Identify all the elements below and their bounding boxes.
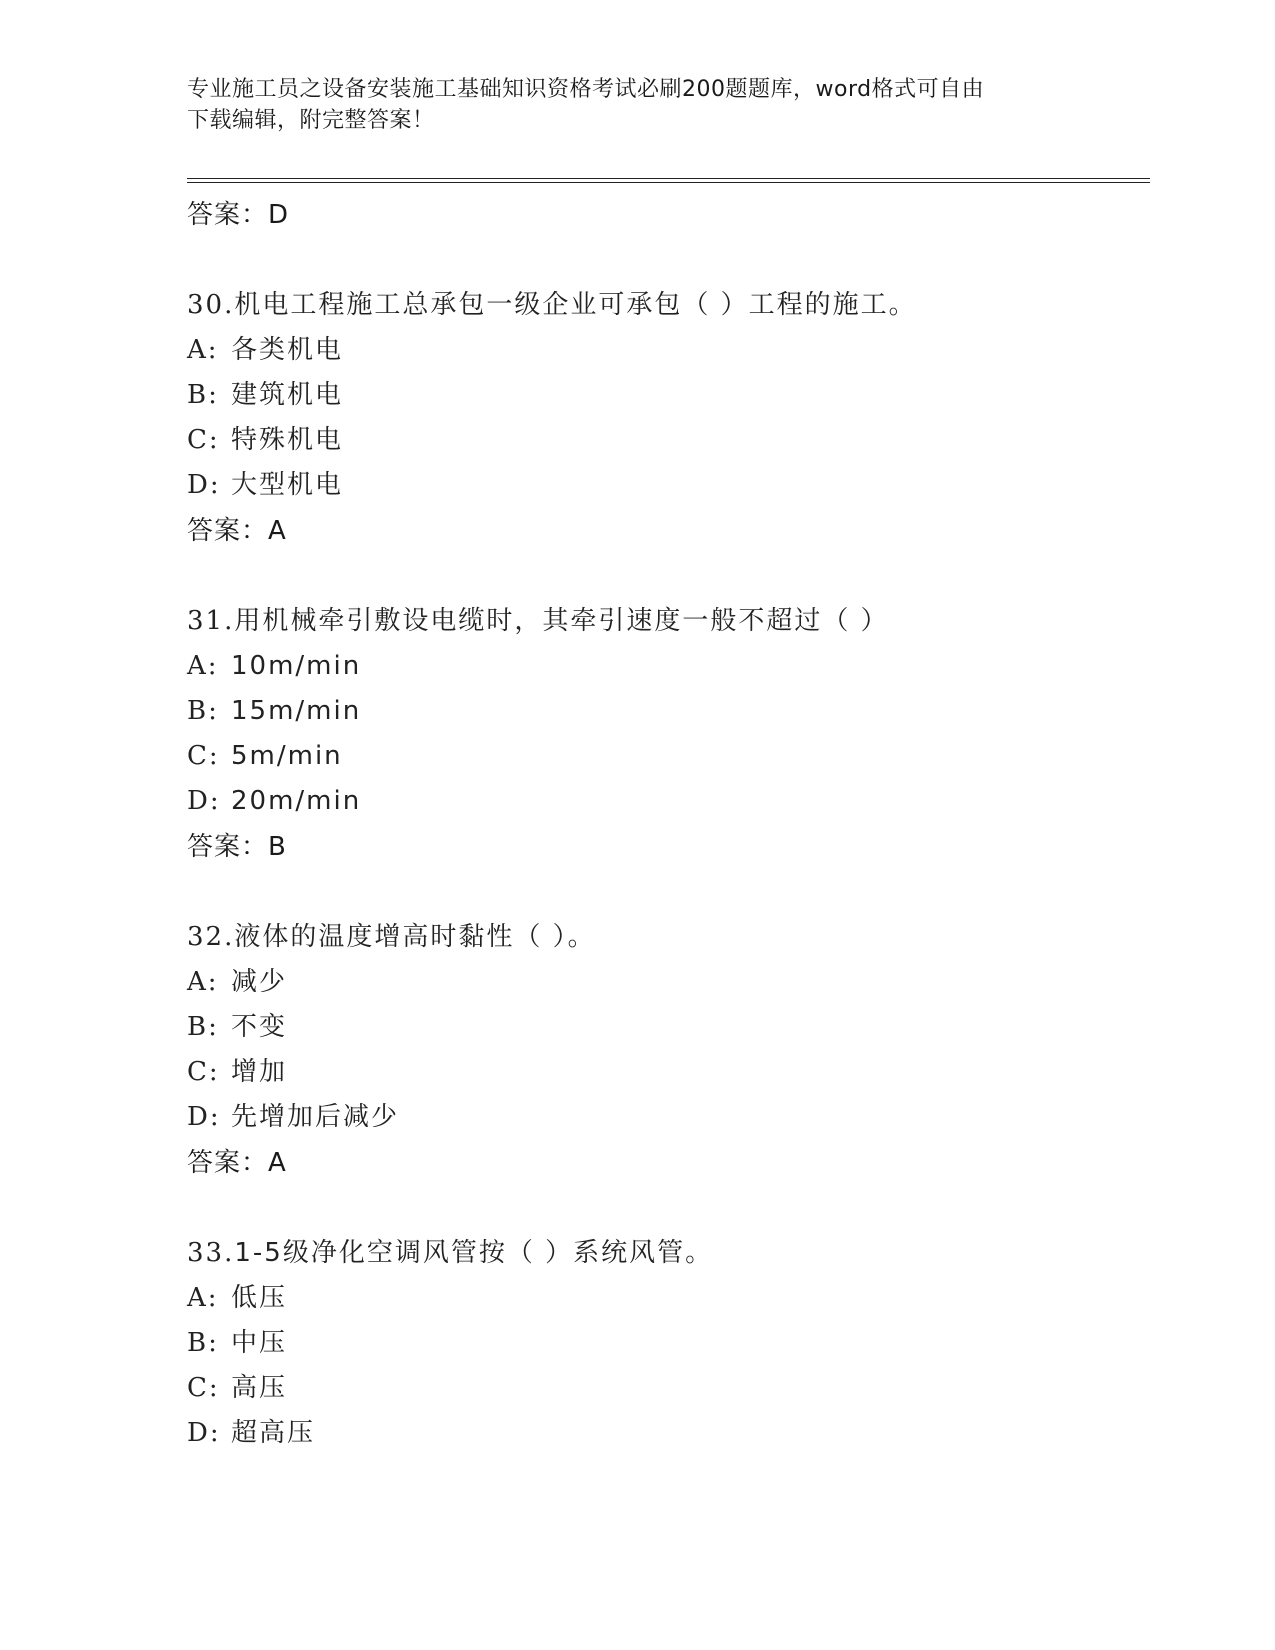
option-text: 10m/min <box>231 651 362 681</box>
option-a <box>187 644 1150 689</box>
option-text: 特殊机电 <box>231 425 344 455</box>
option-label: A: <box>187 651 219 681</box>
header-line-2: 下载编辑，附完整答案！ <box>187 108 435 133</box>
option-label: B: <box>187 380 219 410</box>
question-number: 31. <box>187 606 235 636</box>
option-text: 低压 <box>231 1283 288 1313</box>
question-stem <box>187 914 1150 960</box>
option-b <box>187 373 1150 418</box>
option-text: 建筑机电 <box>231 380 344 410</box>
option-c <box>187 1366 1150 1411</box>
option-c <box>187 734 1150 779</box>
page-header <box>187 74 1067 136</box>
option-label: C: <box>187 1373 220 1403</box>
option-text: 5m/min <box>231 741 343 771</box>
question-32 <box>187 914 1150 1186</box>
option-b <box>187 689 1150 734</box>
option-label: D: <box>187 1102 221 1132</box>
option-d <box>187 1095 1150 1140</box>
option-label: B: <box>187 1328 219 1358</box>
option-c <box>187 1050 1150 1095</box>
question-text: 机电工程施工总承包一级企业可承包（ ）工程的施工。 <box>234 290 917 320</box>
option-text: 大型机电 <box>231 470 344 500</box>
option-d <box>187 463 1150 508</box>
option-d <box>187 1411 1150 1456</box>
option-label: D: <box>187 1418 221 1448</box>
question-text: 1-5级净化空调风管按（ ）系统风管。 <box>234 1238 714 1268</box>
option-label: C: <box>187 741 220 771</box>
option-text: 增加 <box>231 1057 288 1087</box>
option-a <box>187 1276 1150 1321</box>
question-stem <box>187 282 1150 328</box>
question-30 <box>187 282 1150 554</box>
option-text: 20m/min <box>231 786 362 816</box>
option-text: 不变 <box>231 1012 288 1042</box>
option-label: A: <box>187 335 219 365</box>
question-text: 用机械牵引敷设电缆时，其牵引速度一般不超过（ ） <box>234 606 889 636</box>
option-d <box>187 779 1150 824</box>
option-label: C: <box>187 425 220 455</box>
option-label: A: <box>187 1283 219 1313</box>
answer: 答案：B <box>187 832 287 862</box>
question-text: 液体的温度增高时黏性（ ）。 <box>234 922 596 952</box>
header-divider <box>187 178 1150 183</box>
option-label: D: <box>187 786 221 816</box>
question-stem <box>187 598 1150 644</box>
option-label: B: <box>187 1012 219 1042</box>
option-text: 先增加后减少 <box>231 1102 400 1132</box>
question-33 <box>187 1230 1150 1456</box>
option-c <box>187 418 1150 463</box>
option-text: 中压 <box>231 1328 288 1358</box>
question-number: 30. <box>187 290 235 320</box>
option-label: A: <box>187 967 219 997</box>
document-body <box>187 192 1150 1456</box>
answer: 答案：A <box>187 516 287 546</box>
option-label: B: <box>187 696 219 726</box>
option-text: 各类机电 <box>231 335 344 365</box>
option-text: 减少 <box>231 967 288 997</box>
option-a <box>187 960 1150 1005</box>
option-text: 高压 <box>231 1373 288 1403</box>
answer: 答案：A <box>187 1148 287 1178</box>
option-text: 15m/min <box>231 696 362 726</box>
option-b <box>187 1321 1150 1366</box>
option-a <box>187 328 1150 373</box>
question-number: 33. <box>187 1238 235 1268</box>
option-label: C: <box>187 1057 220 1087</box>
header-line-1: 专业施工员之设备安装施工基础知识资格考试必刷200题题库，word格式可自由 <box>187 77 985 102</box>
option-text: 超高压 <box>231 1418 316 1448</box>
question-stem <box>187 1230 1150 1276</box>
answer-previous: 答案：D <box>187 200 290 230</box>
question-number: 32. <box>187 922 235 952</box>
option-label: D: <box>187 470 221 500</box>
option-b <box>187 1005 1150 1050</box>
question-31 <box>187 598 1150 870</box>
